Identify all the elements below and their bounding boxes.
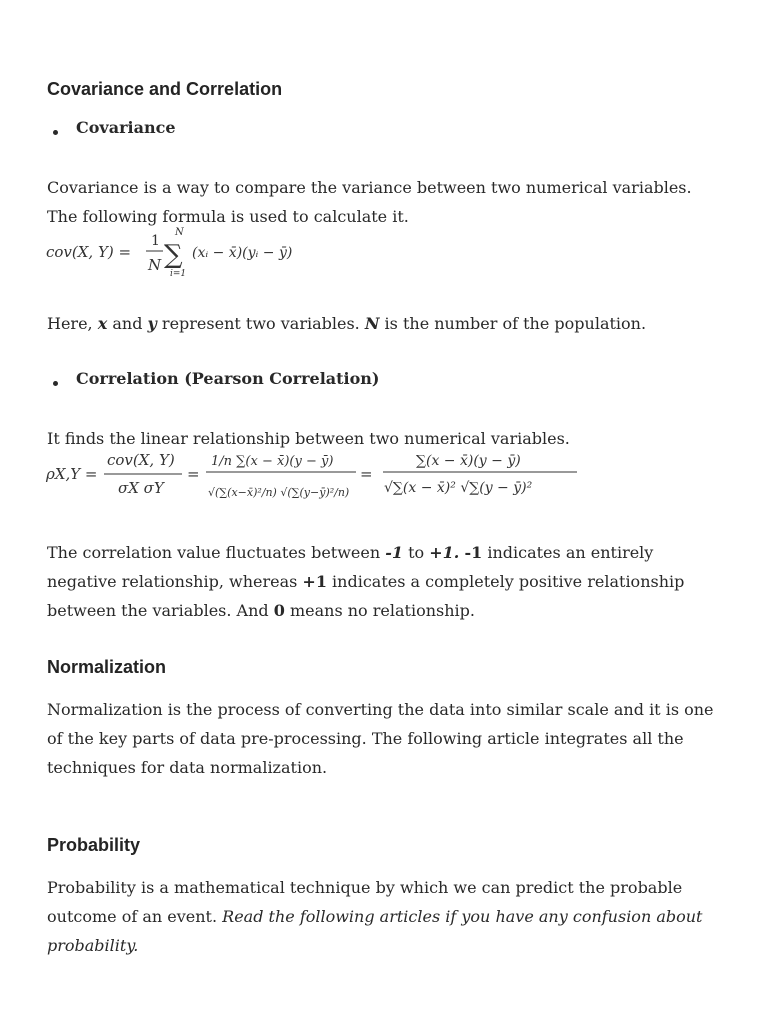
corr-eq-1: = [187,465,200,483]
bullet-dot [53,130,58,135]
covariance-formula [45,224,325,280]
correlation-formula [45,446,585,510]
correlation-range-paragraph: The correlation value fluctuates between -1 to +1. -1 indicates an entirely negative relationship, whereas +1 indicates a completely positive relationship between the variables. And 0 means no relationship. [47,543,685,620]
normalization-paragraph: Normalization is the process of converting the data into similar scale and it is one of the key parts of data pre-processing. The following article integrates all the techniques for data normalization. [47,700,714,777]
cov-sum-bottom: i=1 [170,269,187,279]
corr-f2-den: √(∑(x−x̄)²/n) √(∑(y−ȳ)²/n) [208,486,350,499]
var-N: N [364,314,380,333]
sum-symbol: ∑ [164,240,183,270]
var-x: x [97,314,108,333]
corr-f3-den: √∑(x − x̄)² √∑(y − ȳ)² [384,480,533,496]
variables-paragraph: Here, x and y represent two variables. N is the number of the population. [47,314,647,333]
probability-link-text[interactable]: Read the following articles if you have any confusion about probability. [47,907,703,955]
bullet-dot [53,381,58,386]
correlation-paragraph: It finds the linear relationship between two numerical variables. [47,429,570,448]
value-zero: 0 [273,601,285,620]
var-y: y [147,314,157,333]
bullet-covariance: Covariance [76,118,176,137]
probability-paragraph: Probability is a mathematical technique by which we can predict the probable outcome of an event. Read the following articles if you have any confusion about probability. [47,878,703,955]
corr-f1-den: σX σY [118,479,164,497]
cov-frac-den: N [148,256,162,274]
cov-sum-top: N [175,227,184,238]
section-heading-normalization: Normalization [47,657,167,677]
corr-f3-num: ∑(x − x̄)(y − ȳ) [416,453,521,469]
value-neg1: -1 [385,543,404,562]
covariance-paragraph: Covariance is a way to compare the variance between two numerical variables. The following formula is used to calculate it. [47,178,692,226]
section-heading-covariance-correlation: Covariance and Correlation [47,79,283,99]
cov-frac-num: 1 [151,233,160,249]
corr-lhs: ρX,Y = [46,465,98,483]
cov-lhs: cov(X, Y) = [46,243,132,261]
bullet-correlation: Correlation (Pearson Correlation) [76,369,380,388]
corr-f1-num: cov(X, Y) [107,451,175,469]
corr-eq-2: = [360,465,373,483]
value-pos1: +1. [429,543,460,562]
value-neg1-b: -1 [464,543,483,562]
section-heading-probability: Probability [47,835,141,855]
cov-term: (xᵢ − x̄)(yᵢ − ȳ) [192,245,293,261]
corr-f2-num: 1/n ∑(x − x̄)(y − ȳ) [211,454,334,469]
value-pos1-b: +1 [302,572,327,591]
